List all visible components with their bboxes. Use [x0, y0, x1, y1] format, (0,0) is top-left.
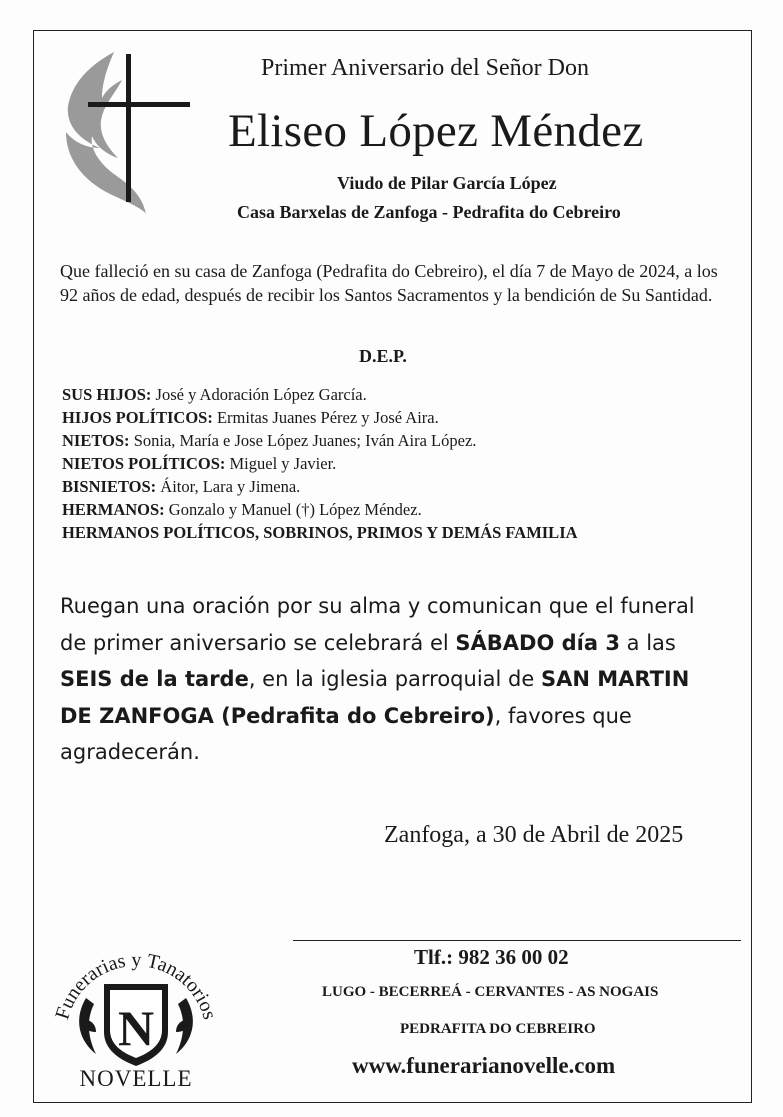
novelle-logo [44, 928, 229, 1093]
relative-line: SUS HIJOS: José y Adoración López García. [62, 385, 367, 404]
anniversary-title: Primer Aniversario del Señor Don [261, 55, 589, 81]
logo-arc-text: Funerarias y Tanatorios [51, 948, 221, 1022]
place-date: Zanfoga, a 30 de Abril de 2025 [384, 822, 684, 848]
relative-line: HERMANOS POLÍTICOS, SOBRINOS, PRIMOS Y DEMÁS FAMILIA [62, 523, 578, 542]
locations-line: LUGO - BECERREÁ - CERVANTES - AS NOGAIS [322, 984, 659, 1000]
phone-number: Tlf.: 982 36 00 02 [414, 945, 569, 969]
house-line: Casa Barxelas de Zanfoga - Pedrafita do Cebreiro [237, 202, 621, 222]
logo-letter: N [117, 1000, 155, 1056]
relative-line: BISNIETOS: Áitor, Lara y Jimena. [62, 477, 301, 496]
widower-line: Viudo de Pilar García López [337, 173, 557, 193]
relative-line: NIETOS: Sonia, María e Jose López Juanes; Iván Aira López. [62, 431, 477, 450]
locations-line-2: PEDRAFITA DO CEBREIRO [400, 1021, 596, 1037]
cross-flame-icon [58, 44, 194, 216]
deceased-name: Eliseo López Méndez [228, 105, 644, 157]
death-paragraph: Que falleció en su casa de Zanfoga (Pedrafita do Cebreiro), el día 7 de Mayo de 2024, a los 92 años de edad, después de recibir los Santos Sacramentos y la bendición de Su Santidad. [60, 261, 718, 305]
funeral-notice: Ruegan una oración por su alma y comunican que el funeral de primer aniversario se celebrará el SÁBADO día 3 a las SEIS de la tarde, en la iglesia parroquial de SAN MARTIN DE ZANFOGA (Pedrafita do Cebreiro), favores que agradecerán. [60, 594, 695, 764]
footer-divider [293, 940, 741, 941]
logo-name: NOVELLE [79, 1066, 193, 1091]
relative-line: NIETOS POLÍTICOS: Miguel y Javier. [62, 454, 337, 473]
website-link[interactable]: www.funerarianovelle.com [352, 1053, 616, 1078]
relative-line: HERMANOS: Gonzalo y Manuel (†) López Méndez. [62, 500, 422, 519]
relative-line: HIJOS POLÍTICOS: Ermitas Juanes Pérez y José Aira. [62, 408, 439, 427]
dep-label: D.E.P. [359, 346, 407, 366]
relatives-list [62, 383, 578, 544]
